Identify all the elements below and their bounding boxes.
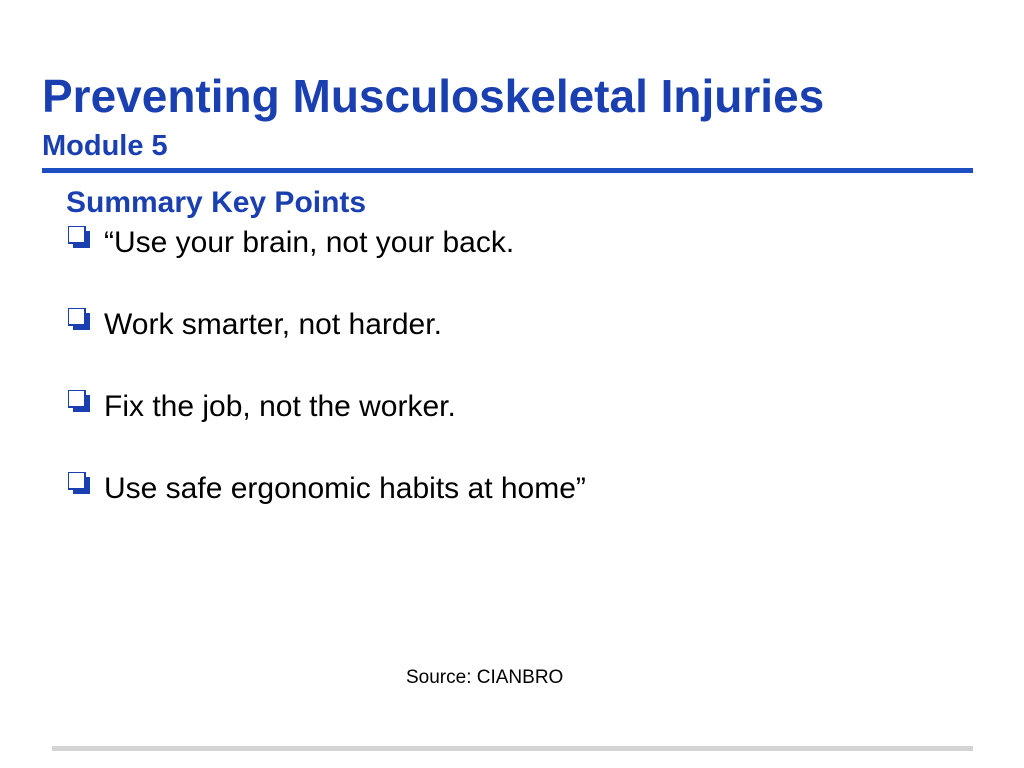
list-item-text: Fix the job, not the worker. xyxy=(104,390,456,423)
footer-divider xyxy=(52,746,973,751)
section-heading: Summary Key Points xyxy=(66,186,367,219)
key-points-list xyxy=(66,224,586,552)
list-item xyxy=(66,470,586,552)
title-divider xyxy=(42,168,973,173)
slide-subtitle: Module 5 xyxy=(42,130,168,162)
list-item-text: Use safe ergonomic habits at home” xyxy=(104,472,586,505)
list-item xyxy=(66,388,586,470)
checkbox-icon xyxy=(68,308,90,330)
list-item-text: “Use your brain, not your back. xyxy=(104,226,515,259)
list-item xyxy=(66,306,586,388)
list-item-text: Work smarter, not harder. xyxy=(104,308,442,341)
source-note: Source: CIANBRO xyxy=(406,667,564,688)
checkbox-icon xyxy=(68,472,90,494)
slide-title: Preventing Musculoskeletal Injuries xyxy=(42,70,825,122)
checkbox-icon xyxy=(68,226,90,248)
checkbox-icon xyxy=(68,390,90,412)
list-item xyxy=(66,224,586,306)
